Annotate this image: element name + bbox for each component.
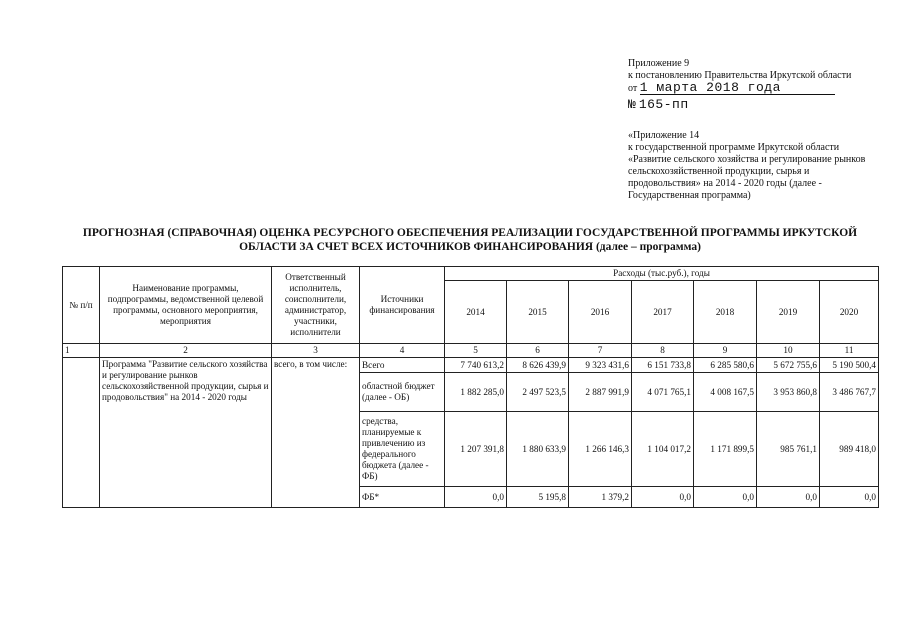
col-number: 1 (63, 344, 100, 358)
value-cell: 1 104 017,2 (632, 412, 694, 487)
col-number: 3 (272, 344, 360, 358)
value-cell: 9 323 431,6 (569, 358, 632, 373)
value-cell: 989 418,0 (820, 412, 879, 487)
value-cell: 6 151 733,8 (632, 358, 694, 373)
header-year: 2020 (820, 281, 879, 344)
header-year: 2014 (445, 281, 507, 344)
title-line-2: ОБЛАСТИ ЗА СЧЕТ ВСЕХ ИСТОЧНИКОВ ФИНАНСИРОВАНИЯ (далее – программа) (239, 241, 701, 253)
appendix-date (628, 82, 888, 95)
number-value: 165-пп (638, 97, 689, 112)
title-line-1: ПРОГНОЗНАЯ (СПРАВОЧНАЯ) ОЦЕНКА РЕСУРСНОГО ОБЕСПЕЧЕНИЯ РЕАЛИЗАЦИИ ГОСУДАРСТВЕННОЙ ПРОГРАММЫ ИРКУТСКОЙ (82, 227, 858, 239)
value-cell: 0,0 (820, 487, 879, 508)
col-number: 10 (757, 344, 820, 358)
value-cell: 0,0 (632, 487, 694, 508)
header-row-1 (63, 267, 879, 281)
value-cell: 1 171 899,5 (694, 412, 757, 487)
ref-line-5: продовольствия» на 2014 - 2020 годы (далее - (628, 178, 822, 189)
value-cell: 0,0 (445, 487, 507, 508)
ref-line-4: сельскохозяйственной продукции, сырья и (628, 166, 810, 177)
value-cell: 3 953 860,8 (757, 373, 820, 412)
column-number-row (63, 344, 879, 358)
header-sources: Источники финансирования (360, 267, 445, 344)
value-cell: 8 626 439,9 (507, 358, 569, 373)
table-row (63, 358, 879, 373)
value-cell: 1 882 285,0 (445, 373, 507, 412)
header-expenses: Расходы (тыс.руб.), годы (445, 267, 879, 281)
value-cell: 1 207 391,8 (445, 412, 507, 487)
ref-line-1: «Приложение 14 (628, 130, 700, 141)
header-year: 2018 (694, 281, 757, 344)
value-cell: 0,0 (757, 487, 820, 508)
value-cell: 2 497 523,5 (507, 373, 569, 412)
col-number: 5 (445, 344, 507, 358)
source-cell: областной бюджет (далее - ОБ) (360, 373, 445, 412)
value-cell: 4 071 765,1 (632, 373, 694, 412)
ref-line-6: Государственная программа) (628, 190, 751, 201)
value-cell: 1 880 633,9 (507, 412, 569, 487)
appendix-header (628, 58, 888, 202)
number-prefix: № (628, 97, 637, 112)
program-responsible: всего, в том числе: (272, 358, 360, 508)
col-number: 8 (632, 344, 694, 358)
header-year: 2016 (569, 281, 632, 344)
value-cell: 6 285 580,6 (694, 358, 757, 373)
col-number: 11 (820, 344, 879, 358)
header-year: 2019 (757, 281, 820, 344)
resource-table (62, 266, 879, 508)
col-number: 2 (100, 344, 272, 358)
ref-line-2: к государственной программе Иркутской области (628, 142, 840, 153)
header-num: № п/п (63, 267, 100, 344)
ref-line-3: «Развитие сельского хозяйства и регулирование рынков (628, 154, 866, 165)
source-cell: средства, планируемые к привлечению из федерального бюджета (далее - ФБ) (360, 412, 445, 487)
value-cell: 3 486 767,7 (820, 373, 879, 412)
header-year: 2015 (507, 281, 569, 344)
date-value: 1 марта 2018 года (640, 82, 835, 95)
value-cell: 5 672 755,6 (757, 358, 820, 373)
value-cell: 2 887 991,9 (569, 373, 632, 412)
value-cell: 0,0 (694, 487, 757, 508)
document-title (60, 226, 880, 254)
appendix-line-1: Приложение 9 (628, 58, 690, 69)
appendix-number (628, 99, 888, 112)
value-cell: 5 190 500,4 (820, 358, 879, 373)
header-name: Наименование программы, подпрограммы, ведомственной целевой программы, основного мероприятия, мероприятия (100, 267, 272, 344)
value-cell: 1 379,2 (569, 487, 632, 508)
col-number: 7 (569, 344, 632, 358)
col-number: 9 (694, 344, 757, 358)
source-cell: Всего (360, 358, 445, 373)
col-number: 4 (360, 344, 445, 358)
program-num (63, 358, 100, 508)
source-cell: ФБ* (360, 487, 445, 508)
appendix-line-2: к постановлению Правительства Иркутской области (628, 70, 852, 81)
date-prefix: от (628, 83, 638, 94)
program-name: Программа "Развитие сельского хозяйства и регулирование рынков сельскохозяйственной продукции, сырья и продовольствия" на 2014 - 2020 годы (100, 358, 272, 508)
value-cell: 4 008 167,5 (694, 373, 757, 412)
col-number: 6 (507, 344, 569, 358)
value-cell: 7 740 613,2 (445, 358, 507, 373)
header-responsible: Ответственный исполнитель, соисполнители, администратор, участники, исполнители (272, 267, 360, 344)
value-cell: 1 266 146,3 (569, 412, 632, 487)
header-year: 2017 (632, 281, 694, 344)
value-cell: 5 195,8 (507, 487, 569, 508)
value-cell: 985 761,1 (757, 412, 820, 487)
